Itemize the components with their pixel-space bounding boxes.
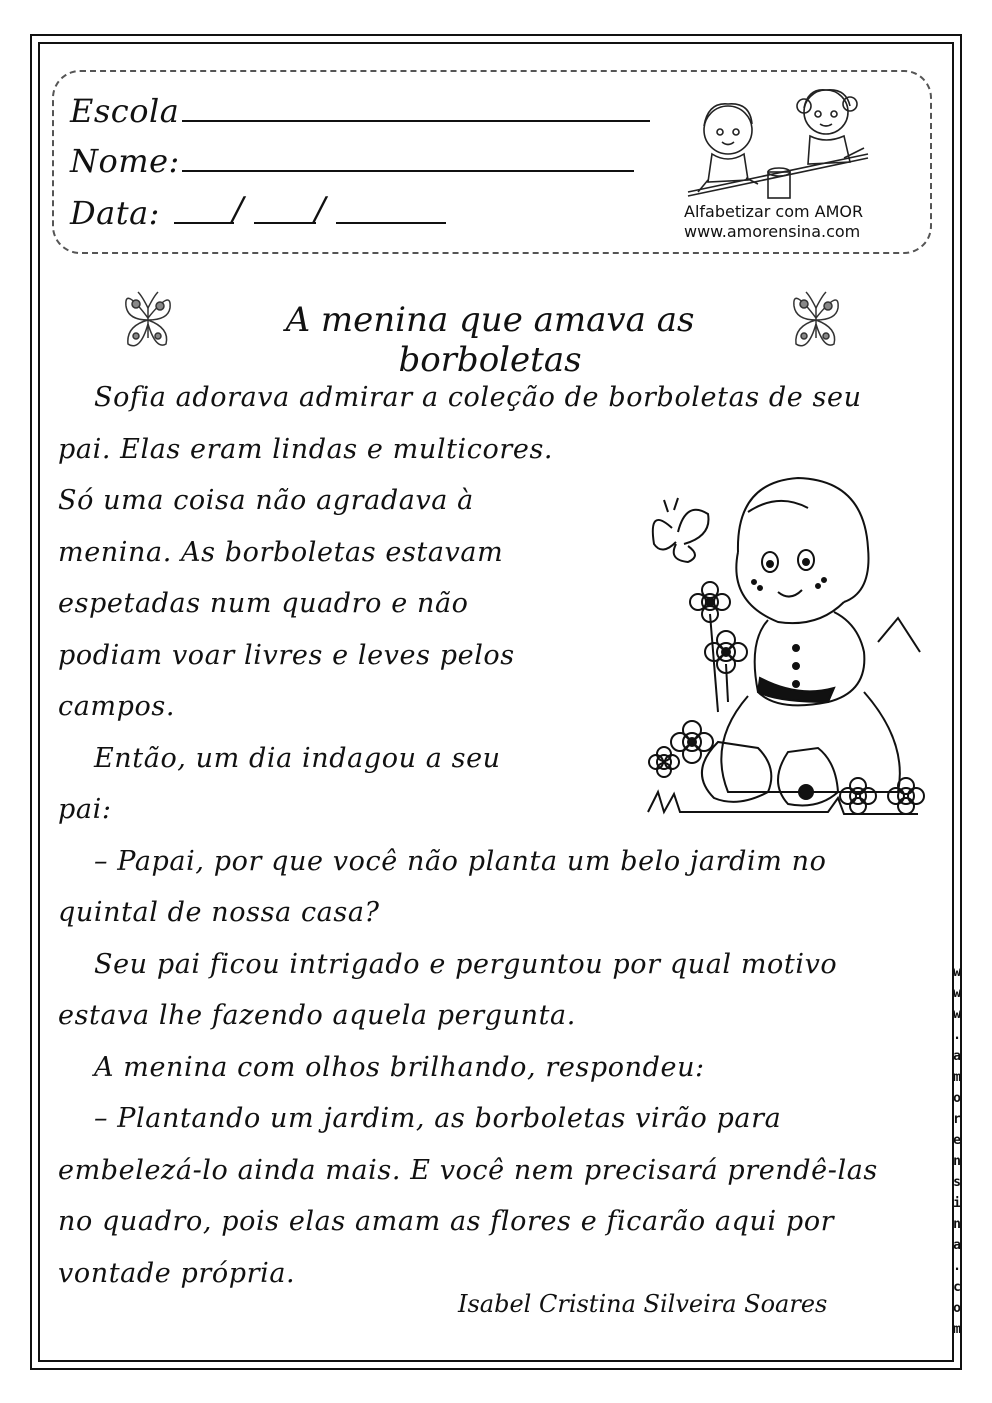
story-line: campos. <box>58 691 175 722</box>
story-line: menina. As borboletas estavam <box>58 536 504 568</box>
logo-line-1: Alfabetizar com AMOR <box>684 202 864 221</box>
vertical-char: a <box>953 1238 961 1253</box>
vertical-char: a <box>953 1049 961 1064</box>
vertical-char: m <box>953 1070 961 1085</box>
vertical-char: r <box>953 1112 961 1127</box>
story-line: – Plantando um jardim, as borboletas virão para <box>94 1103 782 1134</box>
name-label: Nome: <box>70 142 180 180</box>
vertical-char: o <box>953 1091 961 1106</box>
vertical-website-text <box>948 962 966 1340</box>
story-line: quintal de nossa casa? <box>58 897 380 928</box>
vertical-char: . <box>953 1259 961 1274</box>
date-label: Data: <box>70 194 160 232</box>
story-line: podiam voar livres e leves pelos <box>58 639 515 671</box>
school-line <box>182 120 650 122</box>
story-line: Sofia adorava admirar a coleção de borboletas de seu <box>94 382 862 413</box>
story-line: Então, um dia indagou a seu <box>94 742 501 774</box>
story-line: embelezá-lo ainda mais. E você nem precisará prendê-las <box>58 1154 878 1186</box>
logo-text <box>684 202 863 242</box>
vertical-char: n <box>953 1154 961 1169</box>
story-line: Seu pai ficou intrigado e perguntou por qual motivo <box>94 948 838 980</box>
vertical-char: c <box>953 1280 961 1295</box>
vertical-char: e <box>953 1133 961 1148</box>
butterfly-left-icon <box>118 282 178 356</box>
girl-with-flowers-illustration <box>628 452 928 822</box>
date-separator: / <box>314 190 326 230</box>
story-title: A menina que amava as borboletas <box>285 300 695 380</box>
vertical-char: w <box>953 965 961 980</box>
date-separator: / <box>232 190 244 230</box>
vertical-char: . <box>953 1028 961 1043</box>
date-day-line <box>174 222 234 224</box>
kids-seesaw-illustration <box>668 84 888 202</box>
story-line: pai. Elas eram lindas e multicores. <box>58 433 554 465</box>
story-line: estava lhe fazendo aquela pergunta. <box>58 1000 576 1031</box>
date-month-line <box>254 222 316 224</box>
vertical-char: s <box>953 1175 961 1190</box>
vertical-char: w <box>953 1007 961 1022</box>
butterfly-right-icon <box>786 282 846 356</box>
story-line: Só uma coisa não agradava à <box>58 485 474 516</box>
vertical-char: m <box>953 1322 961 1337</box>
date-year-line <box>336 222 446 224</box>
story-line: no quadro, pois elas amam as flores e ficarão aqui por <box>58 1206 835 1237</box>
story-line: pai: <box>58 794 112 825</box>
logo-line-2: www.amorensina.com <box>684 222 861 241</box>
vertical-char: i <box>953 1196 961 1211</box>
vertical-char: w <box>953 986 961 1001</box>
name-line <box>182 170 634 172</box>
story-line: vontade própria. <box>58 1257 296 1289</box>
author-signature: Isabel Cristina Silveira Soares <box>458 1290 828 1318</box>
vertical-char: o <box>953 1301 961 1316</box>
vertical-char: n <box>953 1217 961 1232</box>
story-line: – Papai, por que você não planta um belo jardim no <box>94 845 827 877</box>
school-label: Escola <box>70 92 180 130</box>
story-line: A menina com olhos brilhando, respondeu: <box>94 1051 705 1083</box>
story-line: espetadas num quadro e não <box>58 588 469 619</box>
